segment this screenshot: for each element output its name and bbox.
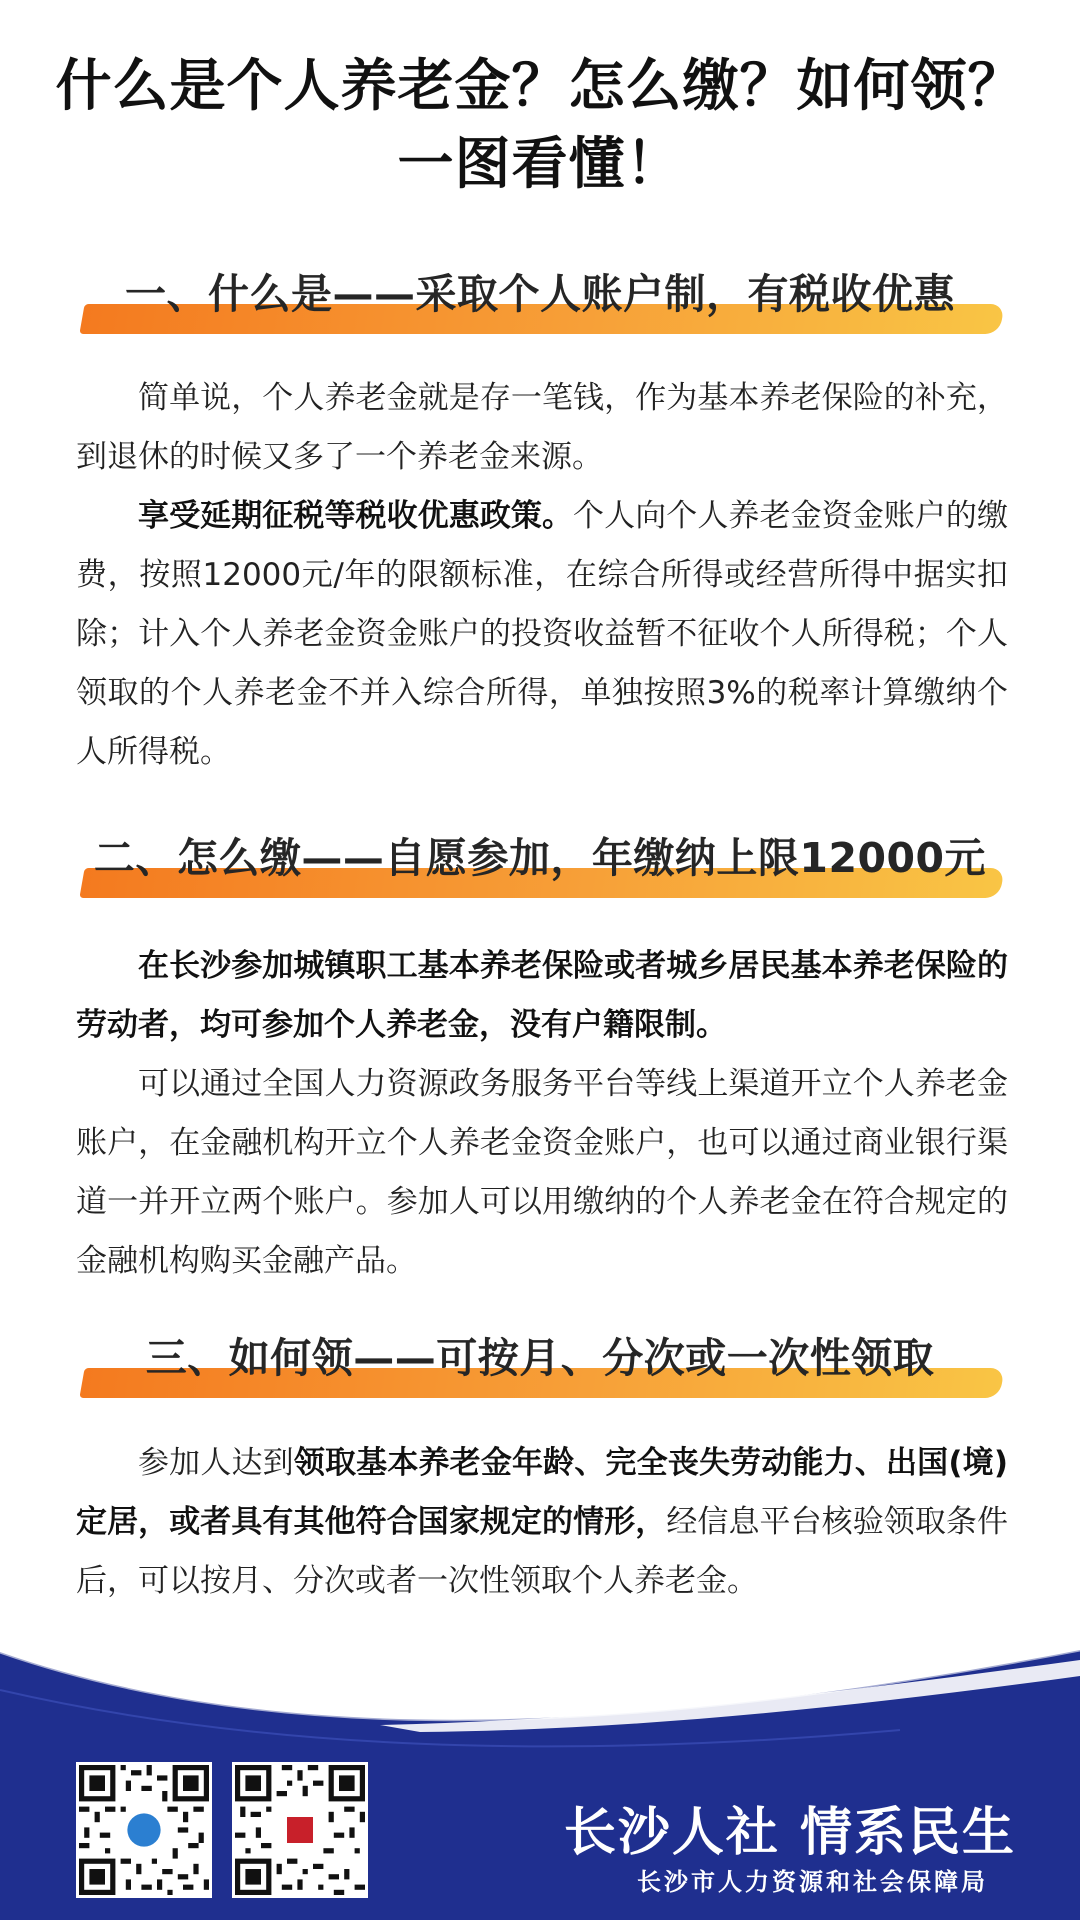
footer-slogan: 长沙人社 情系民生 xyxy=(563,1803,1016,1863)
section-1-body xyxy=(76,369,1008,782)
footer-organization: 长沙市人力资源和社会保障局 xyxy=(637,1868,988,1896)
section-3-text-pre: 参加人达到 xyxy=(138,1445,294,1481)
section-2-heading xyxy=(60,822,1020,902)
section-1-paragraph-1: 简单说，个人养老金就是存一笔钱，作为基本养老保险的补充，到退休的时候又多了一个养老金来源。 xyxy=(76,380,1008,475)
qr-code-app[interactable] xyxy=(232,1762,368,1898)
section-3-bold-text: 领取基本养老金年龄、完全丧失劳动能力、出国(境)定居，或者具有其他符合国家规定的情形， xyxy=(76,1445,1009,1540)
section-1-heading-text: 一、什么是——采取个人账户制，有税收优惠 xyxy=(125,270,955,318)
section-1-paragraph-2-text: 个人向个人养老金资金账户的缴费，按照12000元/年的限额标准，在综合所得或经营所得中据实扣除；计入个人养老金资金账户的投资收益暂不征收个人所得税；个人领取的个人养老金不并入综合所得，单独按照3%的税率计算缴纳个人所得税。 xyxy=(76,498,1009,770)
section-2-bold-text: 在长沙参加城镇职工基本养老保险或者城乡居民基本养老保险的劳动者，均可参加个人养老金，没有户籍限制。 xyxy=(76,948,1008,1043)
section-3-body xyxy=(76,1434,1008,1611)
section-1-paragraph-2 xyxy=(76,487,1008,782)
section-2-paragraph-1 xyxy=(76,937,1008,1055)
section-3-paragraph-1 xyxy=(76,1434,1008,1611)
qr-code-wechat[interactable] xyxy=(76,1762,212,1898)
footer-banner xyxy=(0,1630,1080,1920)
title-line-2: 一图看懂！ xyxy=(397,132,683,197)
section-3-heading-text: 三、如何领——可按月、分次或一次性领取 xyxy=(145,1334,935,1382)
section-3-text-post: 经信息平台核验领取条件后，可以按月、分次或者一次性领取个人养老金。 xyxy=(76,1504,1009,1599)
section-2-paragraph-2: 可以通过全国人力资源政务服务平台等线上渠道开立个人养老金账户，在金融机构开立个人养老金资金账户，也可以通过商业银行渠道一并开立两个账户。参加人可以用缴纳的个人养老金在符合规定的金融机构购买金融产品。 xyxy=(76,1066,1008,1279)
section-3-heading xyxy=(60,1322,1020,1402)
page-title xyxy=(40,48,1040,204)
section-2-heading-text: 二、怎么缴——自愿参加，年缴纳上限12000元 xyxy=(93,834,987,882)
section-1-bold-lead: 享受延期征税等税收优惠政策。 xyxy=(138,498,574,534)
qr-code-icon xyxy=(235,1765,365,1895)
qr-code-icon xyxy=(79,1765,209,1895)
section-1-heading xyxy=(60,258,1020,338)
title-line-1: 什么是个人养老金？怎么缴？如何领？ xyxy=(55,54,1025,119)
section-2-body xyxy=(76,937,1008,1291)
